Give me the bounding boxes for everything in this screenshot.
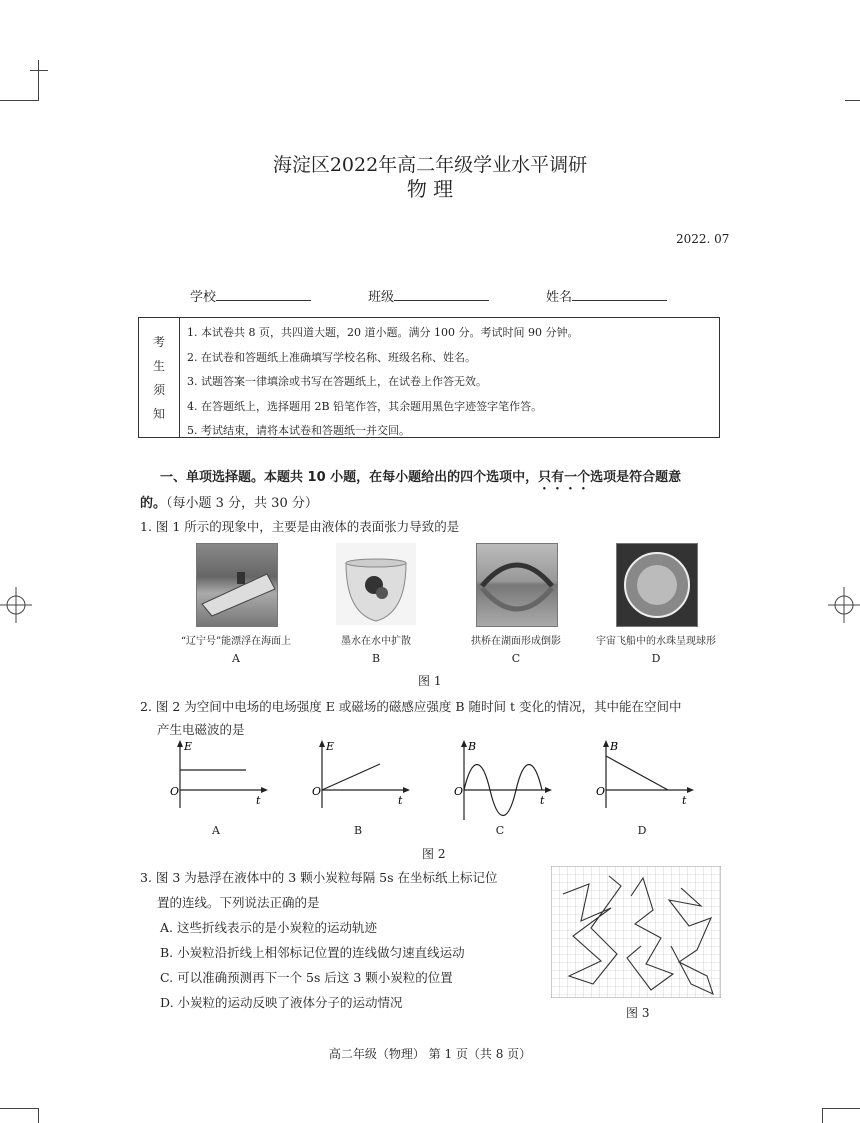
axis-label: t bbox=[540, 794, 545, 807]
emphasis-text: 只有一个 bbox=[538, 470, 591, 485]
option-caption: 拱桥在湖面形成倒影 bbox=[471, 636, 561, 647]
axis-label: t bbox=[682, 794, 687, 807]
school-label: 学校 bbox=[190, 290, 217, 305]
school-field[interactable] bbox=[190, 286, 311, 305]
axis-label: O bbox=[454, 785, 464, 798]
q3-stem: 3. 图 3 为悬浮在液体中的 3 颗小炭粒每隔 5s 在坐标纸上标记位 bbox=[140, 870, 498, 885]
graph-d bbox=[596, 738, 696, 810]
graph-c bbox=[454, 738, 554, 822]
section-heading-line2: 的。（每小题 3 分，共 30 分） bbox=[140, 496, 318, 511]
page-footer: 高二年级（物理） 第 1 页（共 8 页） bbox=[328, 1047, 532, 1061]
exam-date: 2022. 07 bbox=[676, 232, 730, 246]
notice-label: 考 生 须 知 bbox=[139, 318, 180, 437]
axis-label: E bbox=[326, 740, 335, 753]
option-caption: 墨水在水中扩散 bbox=[341, 636, 411, 647]
q3-option-b: B. 小炭粒沿折线上相邻标记位置的连线做匀速直线运动 bbox=[160, 945, 465, 960]
graph-curve bbox=[322, 764, 380, 790]
brownian-figure bbox=[551, 866, 721, 998]
notice-box bbox=[138, 317, 720, 438]
graph-letter: D bbox=[637, 824, 647, 837]
q3-option-d: D. 小炭粒的运动反映了液体分子的运动情况 bbox=[160, 995, 403, 1010]
axis-label: E bbox=[184, 740, 193, 753]
q3-stem-line2: 置的连线。下列说法正确的是 bbox=[157, 895, 320, 910]
crop-mark bbox=[38, 1108, 39, 1123]
page-title: 海淀区2022年高二年级学业水平调研 bbox=[272, 154, 588, 176]
registration-mark bbox=[824, 585, 860, 625]
axis-label: O bbox=[312, 785, 322, 798]
notice-item: 5. 考试结束，请将本试卷和答题纸一并交回。 bbox=[187, 424, 410, 437]
name-label: 姓名 bbox=[546, 290, 573, 305]
water-sphere-photo bbox=[616, 543, 698, 627]
option-caption: 宇宙飞船中的水珠呈现球形 bbox=[596, 636, 716, 647]
notice-item: 4. 在答题纸上，选择题用 2B 铅笔作答，其余题用黑色字迹签字笔作答。 bbox=[187, 399, 543, 413]
option-letter: B bbox=[371, 652, 381, 665]
bridge-photo bbox=[476, 543, 558, 627]
figure-label: 图 3 bbox=[626, 1006, 650, 1020]
option-letter: C bbox=[511, 652, 521, 665]
crop-mark bbox=[822, 1108, 860, 1109]
notice-item: 2. 在试卷和答题纸上准确填写学校名称、班级名称、姓名。 bbox=[187, 350, 476, 364]
registration-mark bbox=[0, 585, 40, 625]
name-field[interactable] bbox=[546, 286, 667, 305]
graph-curve bbox=[606, 756, 668, 790]
axis-label: B bbox=[468, 740, 477, 753]
figure-label: 图 1 bbox=[418, 674, 442, 688]
option-letter: D bbox=[651, 652, 661, 665]
axis-label: O bbox=[170, 785, 180, 798]
crop-mark bbox=[822, 1108, 823, 1123]
axis-label: t bbox=[256, 794, 261, 807]
axis-label: O bbox=[596, 785, 606, 798]
class-field[interactable] bbox=[368, 286, 489, 305]
graph-letter: B bbox=[353, 824, 363, 837]
q2-stem-line2: 产生电磁波的是 bbox=[157, 722, 245, 737]
subject-title: 物 理 bbox=[406, 177, 454, 201]
crop-mark bbox=[845, 100, 860, 101]
axis-label: B bbox=[610, 740, 619, 753]
class-label: 班级 bbox=[368, 290, 395, 305]
q3-option-a: A. 这些折线表示的是小炭粒的运动轨迹 bbox=[160, 920, 377, 935]
q1-stem: 1. 图 1 所示的现象中，主要是由液体的表面张力导致的是 bbox=[140, 519, 460, 534]
graph-letter: C bbox=[495, 824, 505, 837]
crop-mark bbox=[30, 70, 48, 71]
carrier-photo bbox=[196, 543, 278, 627]
section-heading: 一、单项选择题。本题共 10 小题，在每小题给出的四个选项中，只有一个选项是符合题意 bbox=[160, 470, 682, 485]
figure-label: 图 2 bbox=[422, 847, 446, 861]
ink-photo bbox=[336, 543, 416, 625]
crop-mark bbox=[38, 60, 39, 101]
crop-mark bbox=[0, 1108, 38, 1109]
graph-b bbox=[312, 738, 412, 810]
notice-item: 1. 本试卷共 8 页，共四道大题，20 道小题。满分 100 分。考试时间 90 分钟。 bbox=[187, 326, 579, 339]
option-letter: A bbox=[232, 652, 240, 665]
notice-list bbox=[187, 321, 578, 444]
q3-option-c: C. 可以准确预测再下一个 5s 后这 3 颗小炭粒的位置 bbox=[160, 970, 453, 985]
notice-item: 3. 试题答案一律填涂或书写在答题纸上，在试卷上作答无效。 bbox=[187, 375, 487, 388]
graph-a bbox=[170, 738, 270, 810]
axis-label: t bbox=[398, 794, 403, 807]
q2-stem: 2. 图 2 为空间中电场的电场强度 E 或磁场的磁感应强度 B 随时间 t 变化的情况，其中能在空间中 bbox=[140, 699, 682, 714]
crop-mark bbox=[0, 100, 38, 101]
graph-letter: A bbox=[212, 824, 220, 837]
option-caption: “辽宁号”能漂浮在海面上 bbox=[180, 636, 292, 647]
